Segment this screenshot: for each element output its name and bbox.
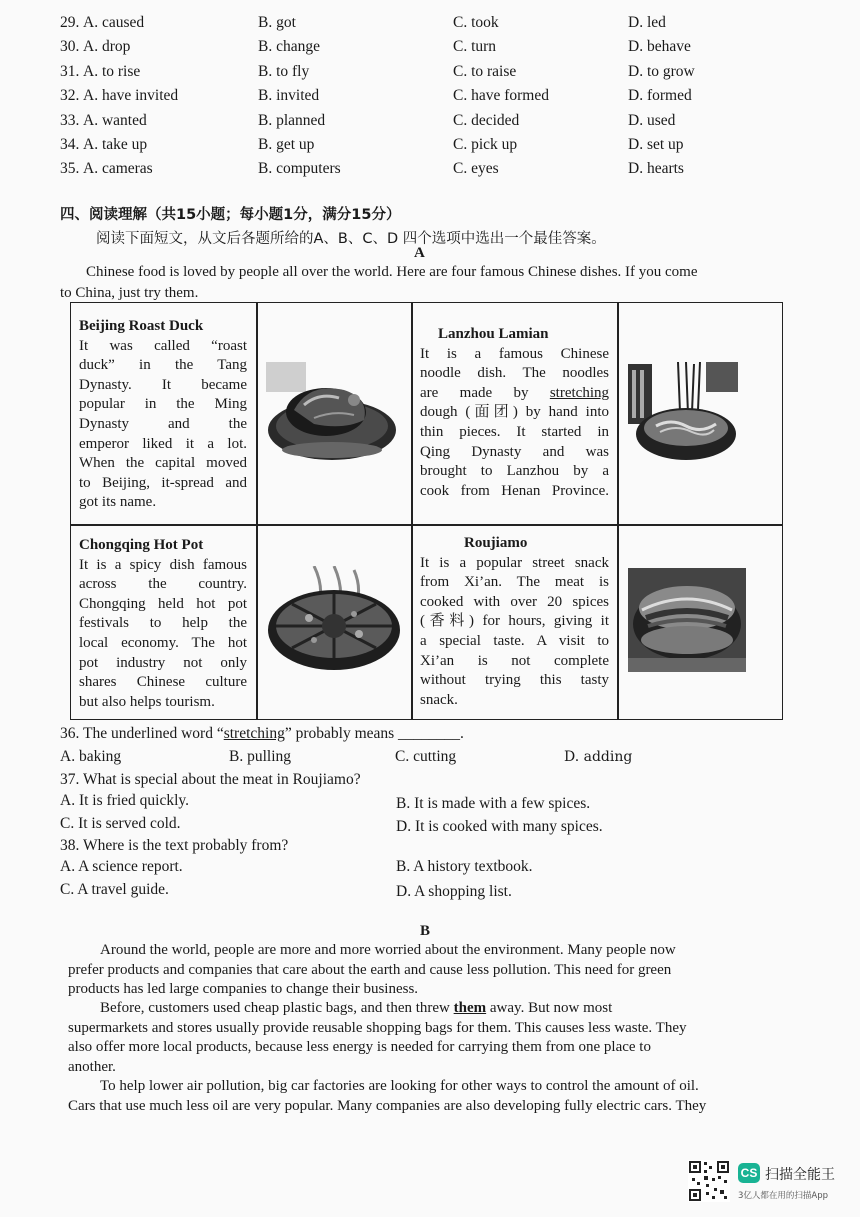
q38-option-c[interactable]: C. A travel guide. [60, 881, 169, 898]
dish-line: shares Chinese culture [79, 674, 247, 691]
passage-b-paragraph-2: Before, customers used cheap plastic bags, and then threw them away. But now most supermarkets and stores usually provide reusable shopping bags for them. This causes less waste. They also offer more local products, because less energy is needed for carrying them from one place to another. [68, 1000, 687, 1075]
dish-card-beijing-roast-duck [79, 317, 247, 513]
dish-line: (香料) for hours, giving it [420, 613, 609, 630]
cloze-option-b[interactable]: B. planned [258, 111, 326, 129]
passage-b-paragraph-3: To help lower air pollution, big car factories are looking for other ways to control the amount of oil. Cars that use much less oil are very popular. Many companies are also developing fully electric cars. They [68, 1078, 707, 1114]
passage-b-letter: B [420, 923, 431, 939]
cloze-option-c[interactable]: C. took [453, 14, 499, 31]
cloze-option-d[interactable]: D. set up [628, 136, 684, 153]
dish-card-chongqing-hot-pot [79, 536, 247, 712]
dish-line: cooked with over 20 spices [420, 593, 609, 610]
cloze-option-d[interactable]: D. behave [628, 38, 691, 56]
dish-line: noodle dish. The noodles [420, 365, 609, 382]
dish-line: across the country. [79, 576, 247, 593]
watermark-tagline: 3亿人都在用的扫描App [738, 1191, 829, 1201]
cloze-option-b[interactable]: B. computers [258, 160, 341, 178]
dish-line: Dynasty and the [79, 415, 247, 432]
cloze-option-c[interactable]: C. have formed [453, 87, 549, 105]
underlined-word: stretching [549, 384, 609, 401]
dish-name: Chongqing Hot Pot [79, 537, 204, 553]
dish-line: are made by stretching [420, 384, 609, 401]
q37-option-a[interactable]: A. It is fried quickly. [60, 792, 189, 809]
roujiamo-photo [628, 568, 746, 677]
cloze-option-d[interactable]: D. to grow [628, 62, 695, 80]
passage-b-paragraph-1: Around the world, people are more and more worried about the environment. Many people now prefer products and companies that care about the earth and cause less pollution. This need for green products has led large companies to change their business. [68, 942, 676, 997]
qr-code-icon [688, 1160, 730, 1207]
dish-line: duck” in the Tang [79, 357, 247, 374]
cloze-number: 29. [60, 14, 80, 31]
cloze-option-c[interactable]: C. pick up [453, 136, 518, 153]
passage-a-letter: A [414, 245, 425, 261]
cloze-option-d[interactable]: D. formed [628, 87, 692, 105]
roast-duck-photo [264, 360, 399, 470]
dish-description [420, 554, 609, 711]
table-divider [617, 302, 619, 720]
dish-description [420, 345, 609, 502]
q37-option-b[interactable]: B. It is made with a few spices. [396, 795, 591, 812]
cloze-option-c[interactable]: C. turn [453, 38, 497, 56]
question-36: 36. The underlined word “stretching” probably means ________. [60, 725, 464, 742]
dish-line: Chongqing held hot pot [79, 595, 247, 612]
dish-card-roujiamo [420, 534, 609, 710]
cloze-number: 33. [60, 111, 80, 129]
passage-a-intro-line2: to China, just try them. [60, 285, 199, 301]
dish-line: from Xi’an. The meat is [420, 574, 609, 591]
cloze-option-c[interactable]: C. decided [453, 111, 520, 129]
dish-name: Beijing Roast Duck [79, 318, 204, 334]
q36-option-a[interactable]: A. baking [60, 748, 122, 765]
dish-line: Dynasty. It became [79, 376, 247, 393]
dish-name: Lanzhou Lamian [438, 326, 549, 342]
cloze-option-b[interactable]: B. to fly [258, 62, 310, 80]
dish-line: It is a popular street snack [420, 554, 609, 571]
dish-line: dough (面团) by hand into [420, 404, 609, 421]
cloze-option-d[interactable]: D. hearts [628, 160, 684, 178]
cloze-option-d[interactable]: D. used [628, 111, 676, 129]
cloze-number: 31. [60, 62, 80, 80]
question-37: 37. What is special about the meat in Roujiamo? [60, 771, 361, 788]
dish-card-lanzhou-lamian [420, 325, 609, 501]
dish-line: but also helps tourism. [79, 693, 215, 710]
hot-pot-photo [264, 566, 404, 683]
section-instruction: 阅读下面短文，从文后各题所给的A、B、C、D 四个选项中选出一个最佳答案。 [96, 231, 606, 247]
dish-line: popular in the Ming [79, 396, 247, 413]
q36-option-b[interactable]: B. pulling [229, 748, 292, 765]
dish-line: cook from Henan Province. [420, 482, 609, 499]
cloze-option-d[interactable]: D. led [628, 14, 666, 31]
dish-line: emperor liked it a lot. [79, 435, 247, 452]
dish-line: snack. [420, 691, 458, 708]
cloze-option-c[interactable]: C. to raise [453, 62, 517, 80]
q36-option-d[interactable]: D. adding [564, 749, 633, 765]
dish-line: It is a famous Chinese [420, 345, 609, 362]
cloze-option-a[interactable]: A. have invited [83, 87, 179, 105]
cloze-option-c[interactable]: C. eyes [453, 160, 499, 178]
dish-line: Qing Dynasty and was [420, 443, 609, 460]
q37-option-d[interactable]: D. It is cooked with many spices. [396, 818, 603, 835]
noodle-bowl-photo [626, 362, 738, 471]
cloze-number: 34. [60, 136, 80, 153]
dish-line: got its name. [79, 494, 157, 511]
dish-line: festivals to help the [79, 615, 247, 632]
q36-option-c[interactable]: C. cutting [395, 748, 457, 765]
dish-line: It is a spicy dish famous [79, 556, 247, 573]
cloze-number: 32. [60, 87, 80, 105]
q38-option-a[interactable]: A. A science report. [60, 858, 183, 875]
dish-description [79, 337, 247, 513]
cloze-option-a[interactable]: A. wanted [83, 111, 147, 129]
table-divider [256, 302, 258, 720]
table-divider [70, 524, 783, 526]
dish-line: brought to Lanzhou by a [420, 463, 609, 480]
cloze-option-b[interactable]: B. got [258, 14, 296, 31]
section-title: 四、阅读理解（共15小题；每小题1分，满分15分） [60, 207, 401, 223]
dish-line: local economy. The hot [79, 634, 247, 651]
dish-line: It was called “roast [79, 337, 247, 354]
dish-line: pot industry not only [79, 654, 247, 671]
watermark-app-name: 扫描全能王 [765, 1167, 835, 1183]
cloze-option-b[interactable]: B. invited [258, 87, 320, 105]
dish-name: Roujiamo [464, 535, 528, 551]
cloze-number: 35. [60, 160, 80, 178]
q38-option-d[interactable]: D. A shopping list. [396, 883, 512, 900]
table-divider [411, 302, 413, 720]
cloze-option-a[interactable]: A. cameras [83, 160, 153, 178]
cloze-number: 30. [60, 38, 80, 56]
q37-option-c[interactable]: C. It is served cold. [60, 815, 181, 832]
cloze-option-a[interactable]: A. caused [83, 14, 145, 31]
passage-a-intro-line1: Chinese food is loved by people all over the world. Here are four famous Chinese dishes. If you come [86, 264, 698, 280]
cloze-option-a[interactable]: A. take up [83, 136, 148, 153]
cloze-option-a[interactable]: A. drop [83, 38, 131, 56]
dish-description [79, 556, 247, 713]
dish-line: without trying this tasty [420, 672, 609, 689]
cloze-option-b[interactable]: B. change [258, 38, 320, 56]
dish-line: to Beijing, it-spread and [79, 474, 247, 491]
cloze-option-b[interactable]: B. get up [258, 136, 315, 153]
cloze-option-a[interactable]: A. to rise [83, 62, 141, 80]
dish-line: When the capital moved [79, 455, 247, 472]
dish-line: thin pieces. It started in [420, 423, 609, 440]
camscanner-logo: CS [738, 1163, 760, 1183]
dish-line: a special taste. A visit to [420, 632, 609, 649]
dish-line: Xi’an is not complete [420, 652, 609, 669]
question-38: 38. Where is the text probably from? [60, 837, 289, 854]
q38-option-b[interactable]: B. A history textbook. [396, 858, 533, 875]
